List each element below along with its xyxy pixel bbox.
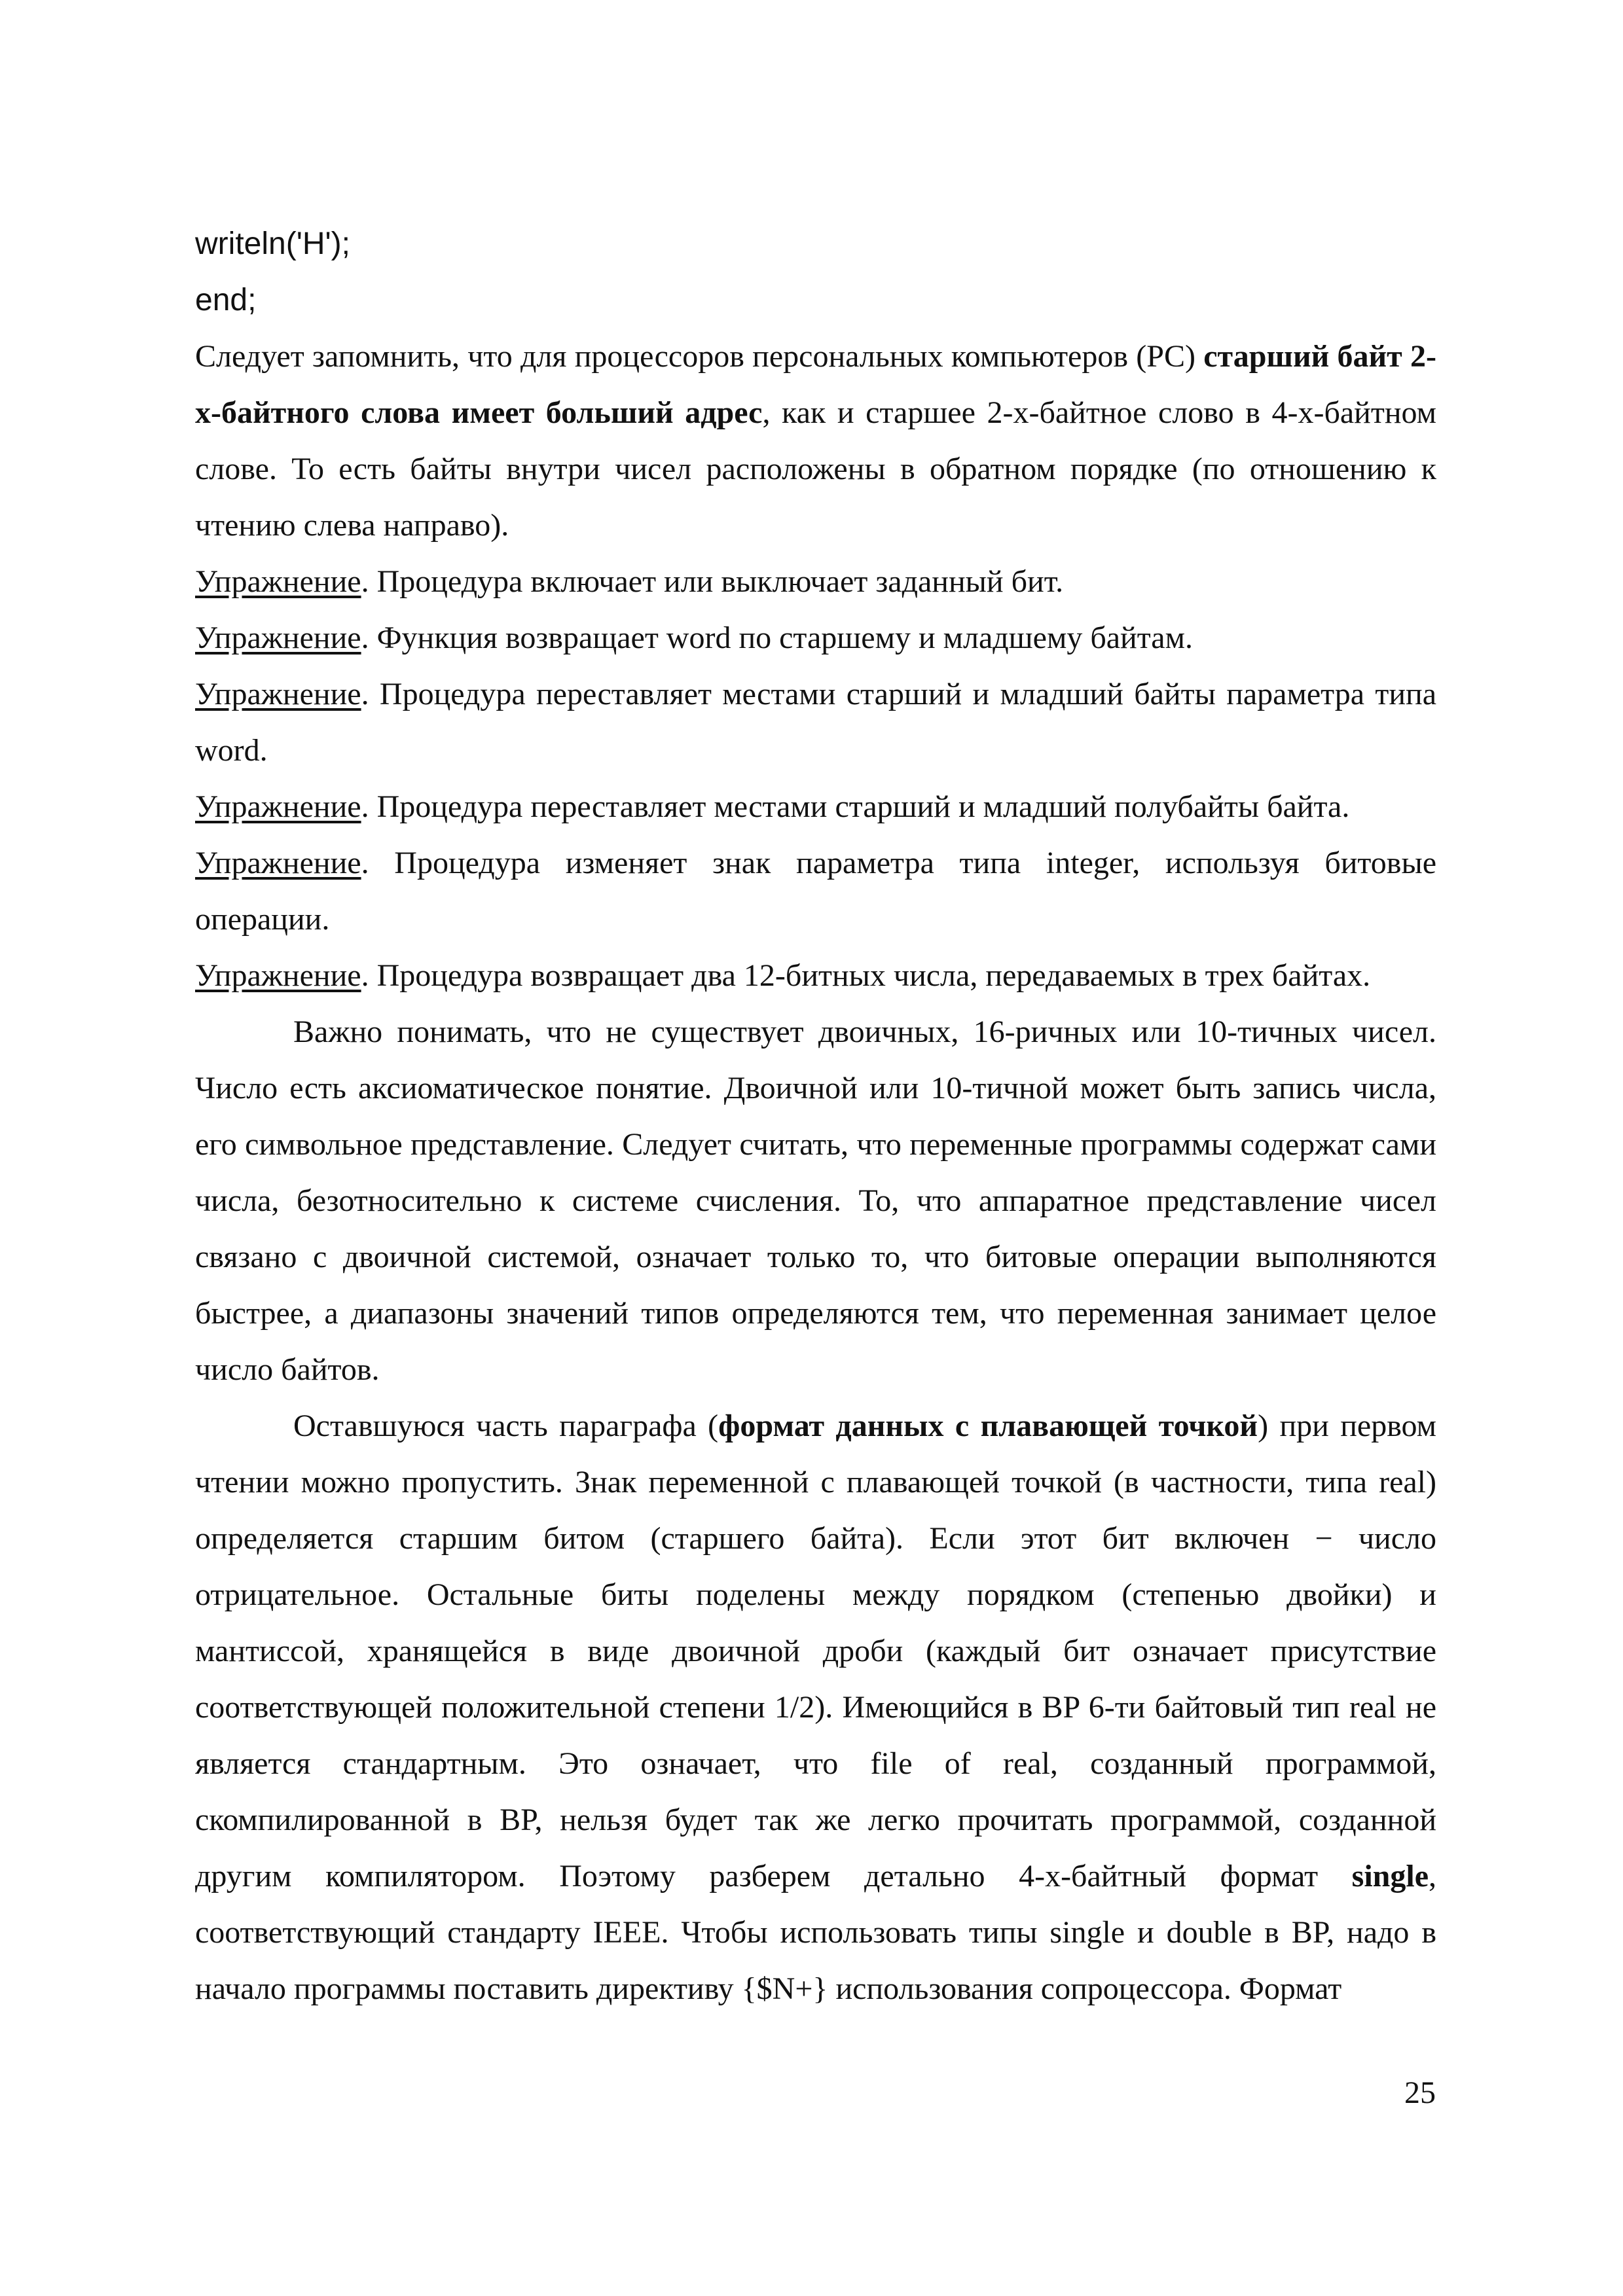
exercise-label: Упражнение [195, 958, 361, 993]
page-number: 25 [1404, 2075, 1436, 2110]
text-run: , соответствующий стандарту IEEE. Чтобы использовать типы single и double в BP, надо в начало программы поставить директиву {$N+} использования сопроцессора. Формат [195, 1859, 1436, 2006]
exercise-item [195, 835, 1436, 948]
bold-emphasis: single [1351, 1859, 1429, 1893]
exercise-item [195, 779, 1436, 835]
exercise-text: . Функция возвращает word по старшему и младшему байтам. [361, 620, 1193, 655]
exercise-label: Упражнение [195, 564, 361, 599]
bold-emphasis: формат данных с плавающей точкой [718, 1408, 1258, 1443]
text-run: ) при первом чтении можно пропустить. Знак переменной с плавающей точкой (в частности, типа real) определяется старшим битом (старшего байта). Если этот бит включен − число отрицательное. Остальные биты поделены между порядком (степенью двойки) и мантиссой, хранящейся в виде двоичной дроби (каждый бит означает присутствие соответствующей положительной степени 1/2). Имеющийся в BP 6-ти байтовый тип real не является стандартным. Это означает, что file of real, созданный программой, скомпилированной в BP, нельзя будет так же легко прочитать программой, созданной другим компилятором. Поэтому разберем детально 4-х-байтный формат [195, 1408, 1436, 1893]
page-body [195, 216, 1436, 2017]
paragraph-floating-point [195, 1398, 1436, 2017]
exercise-item [195, 554, 1436, 610]
bold-emphasis: старший байт 2-х-байтного слова имеет больший адрес [195, 339, 1437, 430]
text-run: Следует запомнить, что для процессоров персональных компьютеров (PC) [195, 339, 1204, 374]
text-run: Оставшуюся часть параграфа ( [293, 1408, 719, 1443]
exercise-item [195, 610, 1436, 666]
exercise-label: Упражнение [195, 620, 361, 655]
exercise-text: . Процедура изменяет знак параметра типа integer, используя битовые операции. [195, 846, 1436, 937]
paragraph-number-notation: Важно понимать, что не существует двоичных, 16-ричных или 10-тичных чисел. Число есть аксиоматическое понятие. Двоичной или 10-тичной может быть запись числа, его символьное представление. Следует считать, что переменные программы содержат сами числа, безотносительно к системе счисления. То, что аппаратное представление чисел связано с двоичной системой, означает только то, что битовые операции выполняются быстрее, а диапазоны значений типов определяются тем, что переменная занимает целое число байтов. [195, 1014, 1436, 1387]
exercise-label: Упражнение [195, 677, 361, 711]
paragraph-byte-order [195, 329, 1436, 554]
code-line: end; [195, 283, 257, 317]
exercise-item [195, 666, 1436, 779]
exercise-label: Упражнение [195, 846, 361, 880]
text-run: , как и старшее 2-х-байтное слово в 4-х-байтном слове. То есть байты внутри чисел расположены в обратном порядке (по отношению к чтению слева направо). [195, 395, 1436, 543]
exercise-text: . Процедура переставляет местами старший и младший байты параметра типа word. [195, 677, 1436, 768]
exercise-item [195, 948, 1436, 1004]
exercise-text: . Процедура возвращает два 12-битных числа, передаваемых в трех байтах. [361, 958, 1371, 993]
exercise-text: . Процедура переставляет местами старший и младший полубайты байта. [361, 789, 1350, 824]
exercise-label: Упражнение [195, 789, 361, 824]
code-line: writeln('H'); [195, 226, 350, 261]
exercise-text: . Процедура включает или выключает заданный бит. [361, 564, 1064, 599]
